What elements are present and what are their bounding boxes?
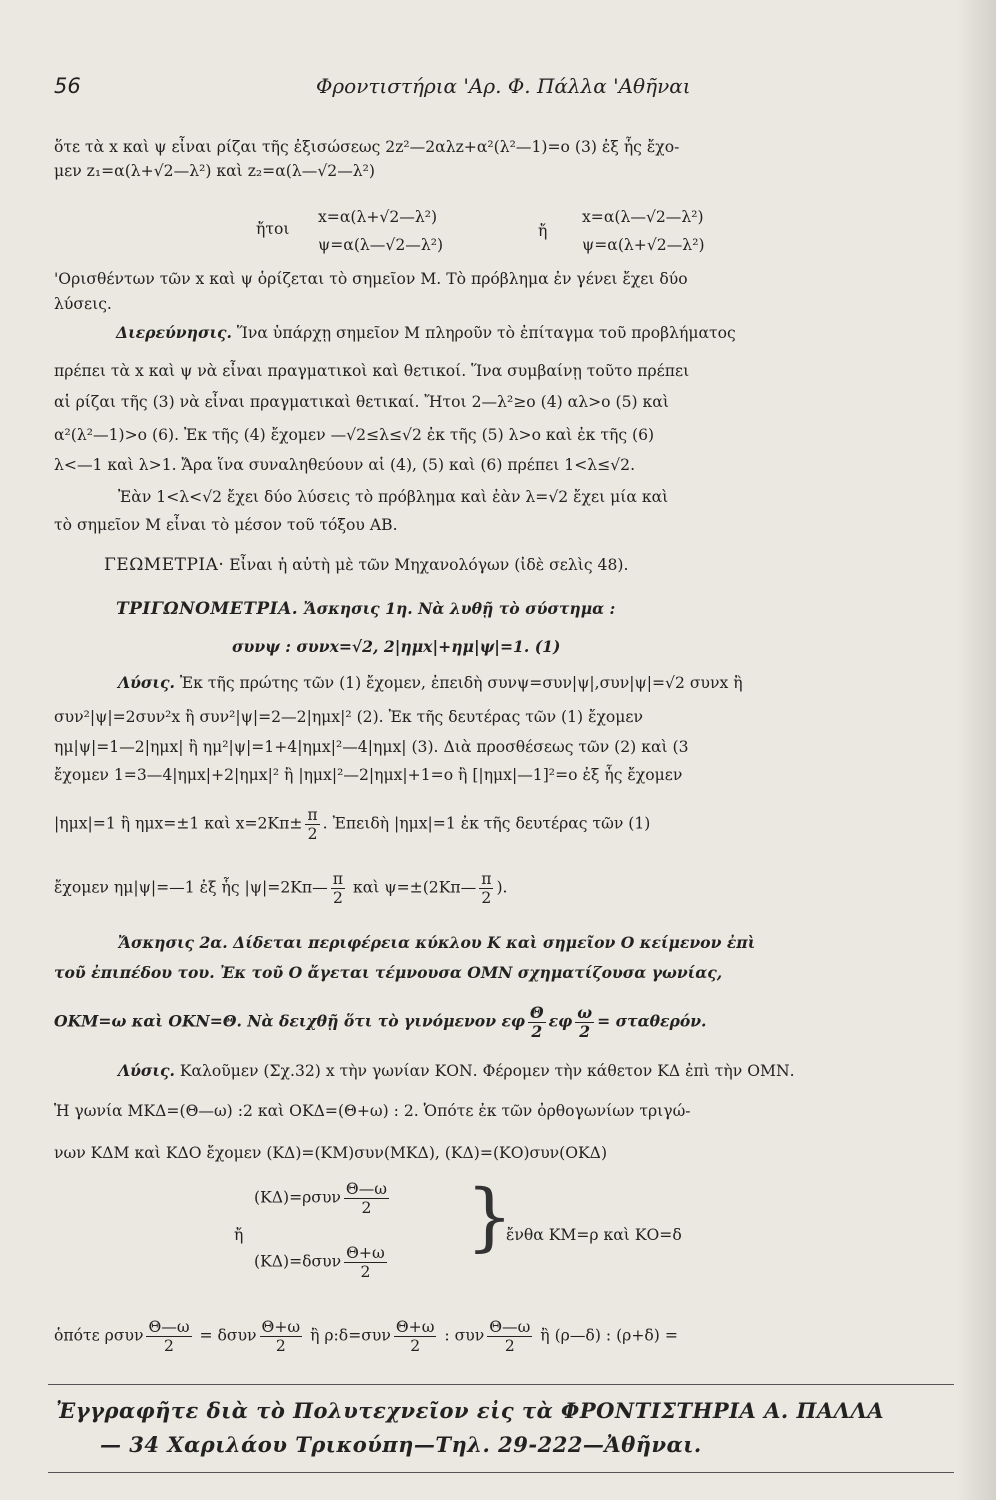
numerator: π	[481, 870, 492, 888]
discussion-line-4: α²(λ²—1)>ο (6). Ἐκ τῆς (4) ἔχομεν —√2≤λ≤√2 ἐκ τῆς (5) λ>ο καὶ ἐκ τῆς (6)	[54, 426, 655, 444]
equation-kd-2-a: (ΚΔ)=δσυν	[254, 1252, 342, 1271]
intro-line-3: 'Ορισθέντων τῶν x καὶ ψ ὁρίζεται τὸ σημεῖον Μ. Τὸ πρόβλημα ἐν γένει ἔχει δύο	[54, 270, 688, 288]
fraction-theta-plus-omega	[394, 1318, 437, 1355]
denominator: 2	[410, 1337, 421, 1355]
discussion-line-1	[116, 322, 736, 344]
exercise-2-line-3-c: = σταθερόν.	[597, 1011, 707, 1031]
numerator: Θ+ω	[261, 1318, 301, 1336]
intro-or: ἤ	[538, 222, 548, 240]
fraction-omega-over-2	[575, 1004, 594, 1041]
solution-1-line-2: συν²|ψ|=2συν²x ἢ συν²|ψ|=2—2|ημx|² (2). Ἐκ τῆς δευτέρας τῶν (1) ἔχομεν	[54, 708, 643, 726]
solution-1-line-5	[54, 806, 650, 843]
numerator: ω	[577, 1003, 593, 1022]
fraction-theta-over-2	[528, 1004, 546, 1041]
numerator: Θ—ω	[148, 1318, 190, 1336]
denominator: 2	[307, 825, 318, 843]
footer-bottom-rule	[48, 1472, 954, 1473]
page-number: 56	[54, 74, 81, 98]
numerator: Θ+ω	[346, 1244, 385, 1262]
system-2-psi: ψ=α(λ+√2—λ²)	[582, 236, 705, 254]
intro-line-1: ὅτε τὰ x καὶ ψ εἶναι ρίζαι τῆς ἐξισώσεως 2z²—2αλz+α²(λ²—1)=ο (3) ἐξ ἧς ἔχο-	[54, 138, 680, 156]
trig-line	[116, 598, 615, 620]
exercise-2-label: Ἄσκησις 2α.	[118, 933, 228, 952]
exercise-2-line-3-b: εφ	[548, 1011, 573, 1031]
fraction-pi-over-2	[331, 870, 345, 907]
trig-label: ΤΡΙΓΩΝΟΜΕΤΡΙΑ.	[116, 599, 299, 619]
discussion-label: Διερεύνησις.	[116, 323, 232, 342]
exercise-1-system: συνψ : συνx=√2, 2|ημx|+ημ|ψ|=1. (1)	[232, 637, 561, 656]
solution-1-line-1	[118, 672, 743, 694]
exercise-2-line-1	[118, 932, 755, 954]
geometry-text: Εἶναι ἡ αὐτὴ μὲ τῶν Μηχανολόγων (ἰδὲ σελὶς 48).	[224, 556, 629, 574]
exercise-1-title: Ἄσκησις 1η. Νὰ λυθῇ τὸ σύστημα :	[298, 599, 616, 618]
solution-1-text-1: Ἐκ τῆς πρώτης τῶν (1) ἔχομεν, ἐπειδὴ συνψ=συν|ψ|,συν|ψ|=√2 συνx ἢ	[174, 674, 743, 692]
fraction-pi-over-2	[305, 806, 319, 843]
solution-2-line-1	[118, 1060, 795, 1082]
discussion-line-7: τὸ σημεῖον Μ εἶναι τὸ μέσον τοῦ τόξου ΑΒ.	[54, 516, 398, 534]
discussion-text-1: Ἵνα ὑπάρχῃ σημεῖον Μ πληροῦν τὸ ἐπίταγμα τοῦ προβλήματος	[231, 324, 736, 342]
final-e: ἢ (ρ—δ) : (ρ+δ) =	[535, 1326, 678, 1345]
numerator: Θ	[530, 1003, 544, 1022]
fraction-theta-minus-omega	[344, 1180, 389, 1217]
exercise-2-text-1: Δίδεται περιφέρεια κύκλου Κ καὶ σημεῖον Ο κείμενον ἐπὶ	[227, 933, 756, 952]
solution-1-line-6-b: καὶ ψ=±(2Κπ—	[348, 878, 477, 897]
intro-line-2: μεν z₁=α(λ+√2—λ²) καὶ z₂=α(λ—√2—λ²)	[54, 162, 376, 180]
numerator: Θ—ω	[489, 1318, 531, 1336]
footer-line-1: Ἐγγραφῆτε διὰ τὸ Πολυτεχνεῖον εἰς τὰ ΦΡΟΝΤΙΣΤΗΡΙΑ Α. ΠΑΛΛΑ	[56, 1398, 885, 1423]
final-b: = δσυν	[194, 1326, 257, 1345]
discussion-line-2: πρέπει τὰ x καὶ ψ νὰ εἶναι πραγματικοὶ καὶ θετικοί. Ἵνα συμβαίνῃ τοῦτο πρέπει	[54, 362, 690, 380]
discussion-line-3: αἱ ρίζαι τῆς (3) νὰ εἶναι πραγματικαὶ θετικαί. Ἤτοι 2—λ²≥ο (4) αλ>ο (5) καὶ	[54, 393, 669, 411]
denominator: 2	[481, 889, 492, 907]
denominator: 2	[531, 1022, 543, 1041]
solution-2-text-1: Καλοῦμεν (Σχ.32) x τὴν γωνίαν ΚΟΝ. Φέρομεν τὴν κάθετον ΚΔ ἐπὶ τὴν ΟΜΝ.	[174, 1062, 795, 1080]
numerator: π	[332, 870, 344, 888]
exercise-2-line-2: τοῦ ἐπιπέδου του. Ἐκ τοῦ Ο ἄγεται τέμνουσα ΟΜΝ σχηματίζουσα γωνίας,	[54, 963, 723, 982]
footer-line-2: — 34 Χαριλάου Τρικούπη—Τηλ. 29-222—Ἀθῆναι.	[100, 1432, 702, 1457]
denominator: 2	[579, 1022, 591, 1041]
fraction-theta-plus-omega	[344, 1244, 387, 1281]
solution-1-line-5-a: |ημx|=1 ἢ ημx=±1 καὶ x=2Κπ±	[54, 814, 303, 833]
definition-km-ko: ἔνθα ΚΜ=ρ καὶ ΚΟ=δ	[506, 1226, 682, 1244]
geometry-line	[104, 554, 628, 576]
solution-2-line-2: Ἡ γωνία ΜΚΔ=(Θ—ω) :2 καὶ ΟΚΔ=(Θ+ω) : 2. Ὁπότε ἐκ τῶν ὀρθογωνίων τριγώ-	[54, 1102, 691, 1120]
denominator: 2	[332, 889, 343, 907]
system-1-psi: ψ=α(λ—√2—λ²)	[318, 236, 444, 254]
solution-1-label: Λύσις.	[118, 673, 175, 692]
equation-or: ἤ	[234, 1226, 244, 1244]
right-brace: }	[466, 1174, 514, 1260]
numerator: Θ+ω	[395, 1318, 435, 1336]
discussion-line-6: Ἐὰν 1<λ<√2 ἔχει δύο λύσεις τὸ πρόβλημα καὶ ἐὰν λ=√2 ἔχει μία καὶ	[118, 488, 669, 506]
intro-line-4: λύσεις.	[54, 295, 112, 313]
discussion-line-5: λ<—1 καὶ λ>1. Ἄρα ἵνα συναληθεύουν αἱ (4), (5) καὶ (6) πρέπει 1<λ≤√2.	[54, 456, 636, 474]
solution-1-line-4: ἔχομεν 1=3—4|ημx|+2|ημx|² ἢ |ημx|²—2|ημx|+1=ο ἢ [|ημx|—1]²=ο ἐξ ἧς ἔχομεν	[54, 766, 683, 784]
denominator: 2	[164, 1337, 174, 1355]
denominator: 2	[361, 1199, 372, 1217]
final-c: ἢ ρ:δ=συν	[305, 1326, 391, 1345]
denominator: 2	[275, 1337, 286, 1355]
fraction-pi-over-2	[479, 870, 493, 907]
running-title: Φροντιστήρια 'Αρ. Φ. Πάλλα 'Αθῆναι	[316, 74, 691, 98]
final-d: : συν	[439, 1326, 485, 1345]
solution-2-label: Λύσις.	[118, 1061, 175, 1080]
denominator: 2	[504, 1337, 515, 1355]
footer-top-rule	[48, 1384, 954, 1385]
solution-1-line-6	[54, 870, 508, 907]
fraction-theta-minus-omega	[146, 1318, 191, 1355]
solution-1-line-6-a: ἔχομεν ημ|ψ|=—1 ἐξ ἧς |ψ|=2Κπ—	[54, 878, 328, 897]
intro-etoi: ἤτοι	[256, 220, 290, 238]
solution-1-line-3: ημ|ψ|=1—2|ημx| ἢ ημ²|ψ|=1+4|ημx|²—4|ημx| (3). Διὰ προσθέσεως τῶν (2) καὶ (3	[54, 738, 689, 756]
system-1-x: x=α(λ+√2—λ²)	[318, 208, 438, 226]
solution-2-line-3: νων ΚΔΜ καὶ ΚΔΟ ἔχομεν (ΚΔ)=(ΚΜ)συν(ΜΚΔ), (ΚΔ)=(ΚΟ)συν(ΟΚΔ)	[54, 1144, 608, 1162]
geometry-label: ΓΕΩΜΕΤΡΙΑ·	[104, 555, 225, 575]
final-a: ὁπότε ρσυν	[54, 1326, 144, 1345]
numerator: π	[307, 806, 318, 824]
solution-2-final-line	[54, 1318, 678, 1355]
exercise-2-line-3-a: ΟΚΜ=ω καὶ ΟΚΝ=Θ. Νὰ δειχθῇ ὅτι τὸ γινόμενον εφ	[54, 1011, 526, 1031]
fraction-theta-plus-omega	[260, 1318, 303, 1355]
system-2-x: x=α(λ—√2—λ²)	[582, 208, 704, 226]
denominator: 2	[360, 1263, 371, 1281]
equation-kd-2	[254, 1244, 390, 1281]
fraction-theta-minus-omega	[487, 1318, 532, 1355]
equation-kd-1-a: (ΚΔ)=ρσυν	[254, 1188, 341, 1207]
equation-kd-1	[254, 1180, 392, 1217]
solution-1-line-5-b: . Ἐπειδὴ |ημx|=1 ἐκ τῆς δευτέρας τῶν (1)	[322, 814, 651, 833]
numerator: Θ—ω	[345, 1180, 388, 1198]
exercise-2-line-3	[54, 1004, 706, 1041]
solution-1-line-6-c: ).	[496, 878, 508, 897]
